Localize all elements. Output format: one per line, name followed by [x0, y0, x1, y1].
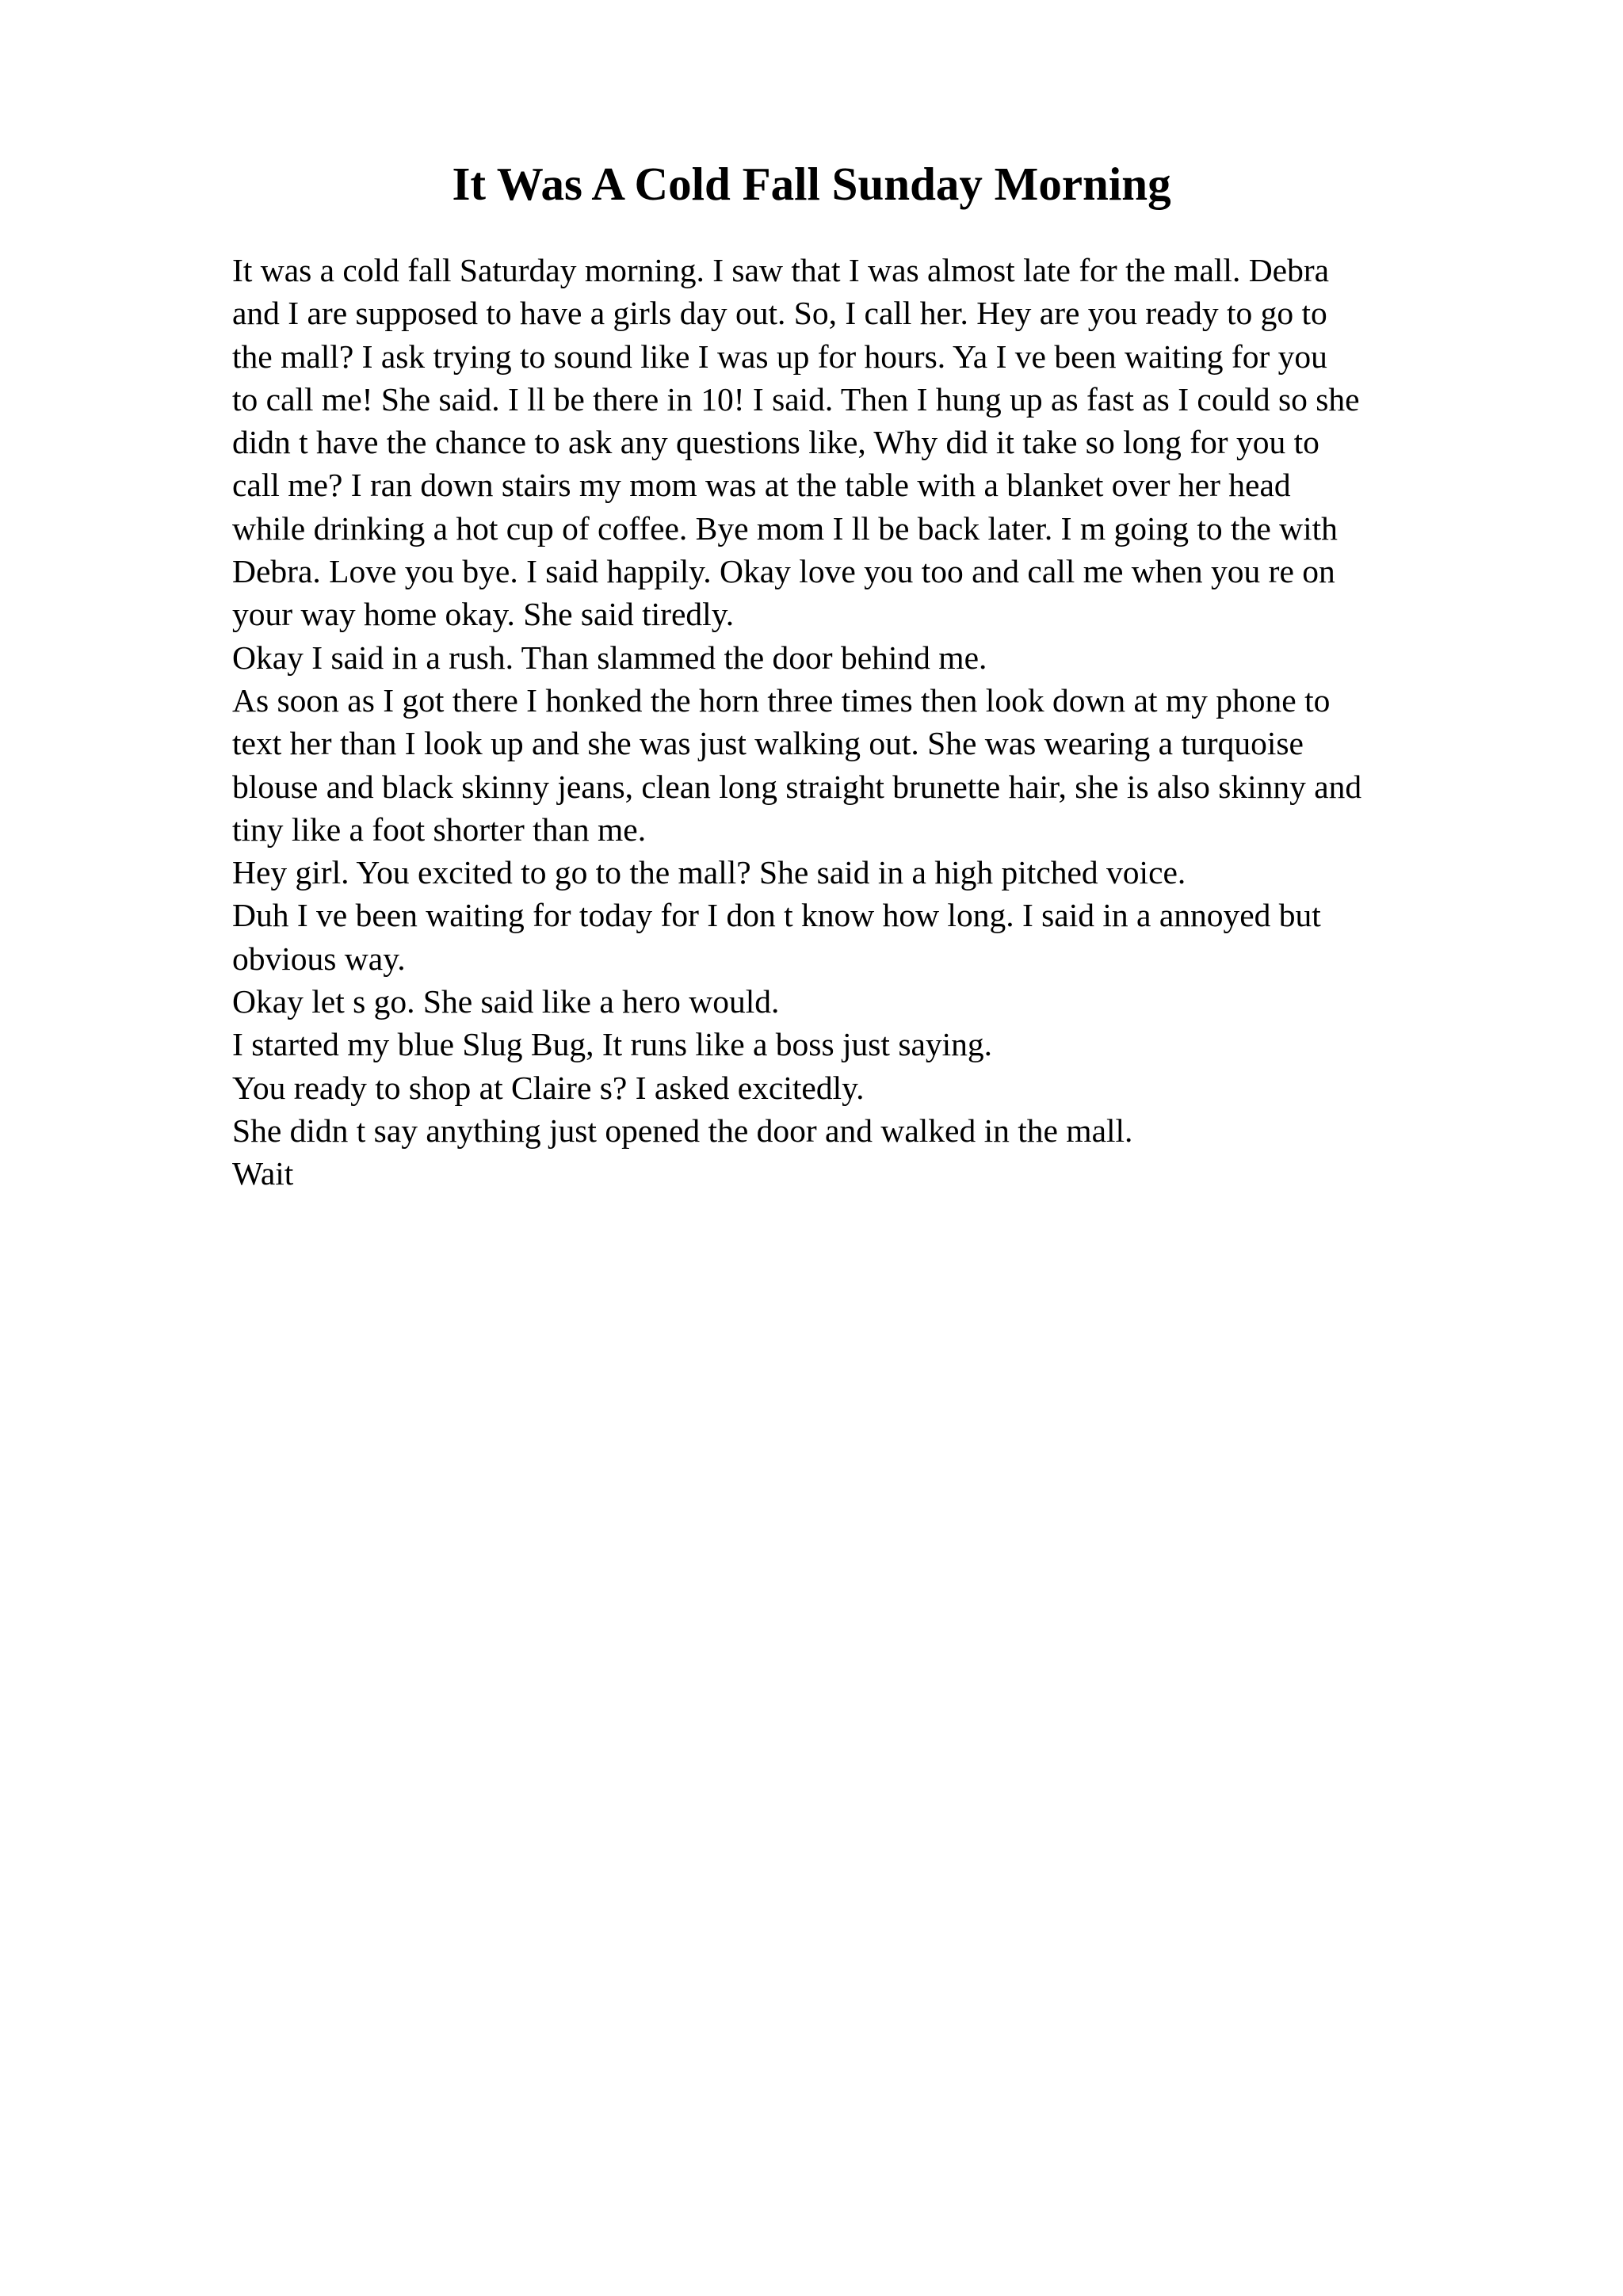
body-line: You ready to shop at Claire s? I asked excitedly. [232, 1069, 865, 1106]
body-line: obvious way. [232, 940, 406, 977]
body-line: Debra. Love you bye. I said happily. Okay love you too and call me when you re on [232, 553, 1335, 590]
body-line: to call me! She said. I ll be there in 10! I said. Then I hung up as fast as I could so she [232, 380, 1360, 418]
document-body [232, 249, 1532, 1196]
body-line: Okay I said in a rush. Than slammed the door behind me. [232, 639, 987, 676]
body-line: the mall? I ask trying to sound like I was up for hours. Ya I ve been waiting for you [232, 338, 1327, 375]
body-line: and I are supposed to have a girls day out. So, I call her. Hey are you ready to go to [232, 295, 1327, 332]
body-line: blouse and black skinny jeans, clean long straight brunette hair, she is also skinny and [232, 768, 1362, 805]
body-line: call me? I ran down stairs my mom was at the table with a blanket over her head [232, 467, 1291, 504]
body-line: text her than I look up and she was just walking out. She was wearing a turquoise [232, 725, 1304, 762]
document-title: It Was A Cold Fall Sunday Morning [452, 158, 1171, 210]
body-line: your way home okay. She said tiredly. [232, 596, 735, 633]
body-line: while drinking a hot cup of coffee. Bye mom I ll be back later. I m going to the with [232, 509, 1338, 547]
body-line: She didn t say anything just opened the door and walked in the mall. [232, 1112, 1133, 1149]
body-line: As soon as I got there I honked the horn three times then look down at my phone to [232, 681, 1331, 719]
body-line: Hey girl. You excited to go to the mall? She said in a high pitched voice. [232, 854, 1186, 891]
body-line: tiny like a foot shorter than me. [232, 810, 647, 848]
body-line: It was a cold fall Saturday morning. I saw that I was almost late for the mall. Debra [232, 252, 1330, 288]
body-line: Wait [232, 1155, 294, 1192]
body-line: I started my blue Slug Bug, It runs like a boss just saying. [232, 1026, 993, 1063]
body-line: didn t have the chance to ask any questions like, Why did it take so long for you to [232, 424, 1319, 461]
body-line: Duh I ve been waiting for today for I don t know how long. I said in a annoyed but [232, 897, 1321, 934]
body-line: Okay let s go. She said like a hero would. [232, 983, 780, 1020]
